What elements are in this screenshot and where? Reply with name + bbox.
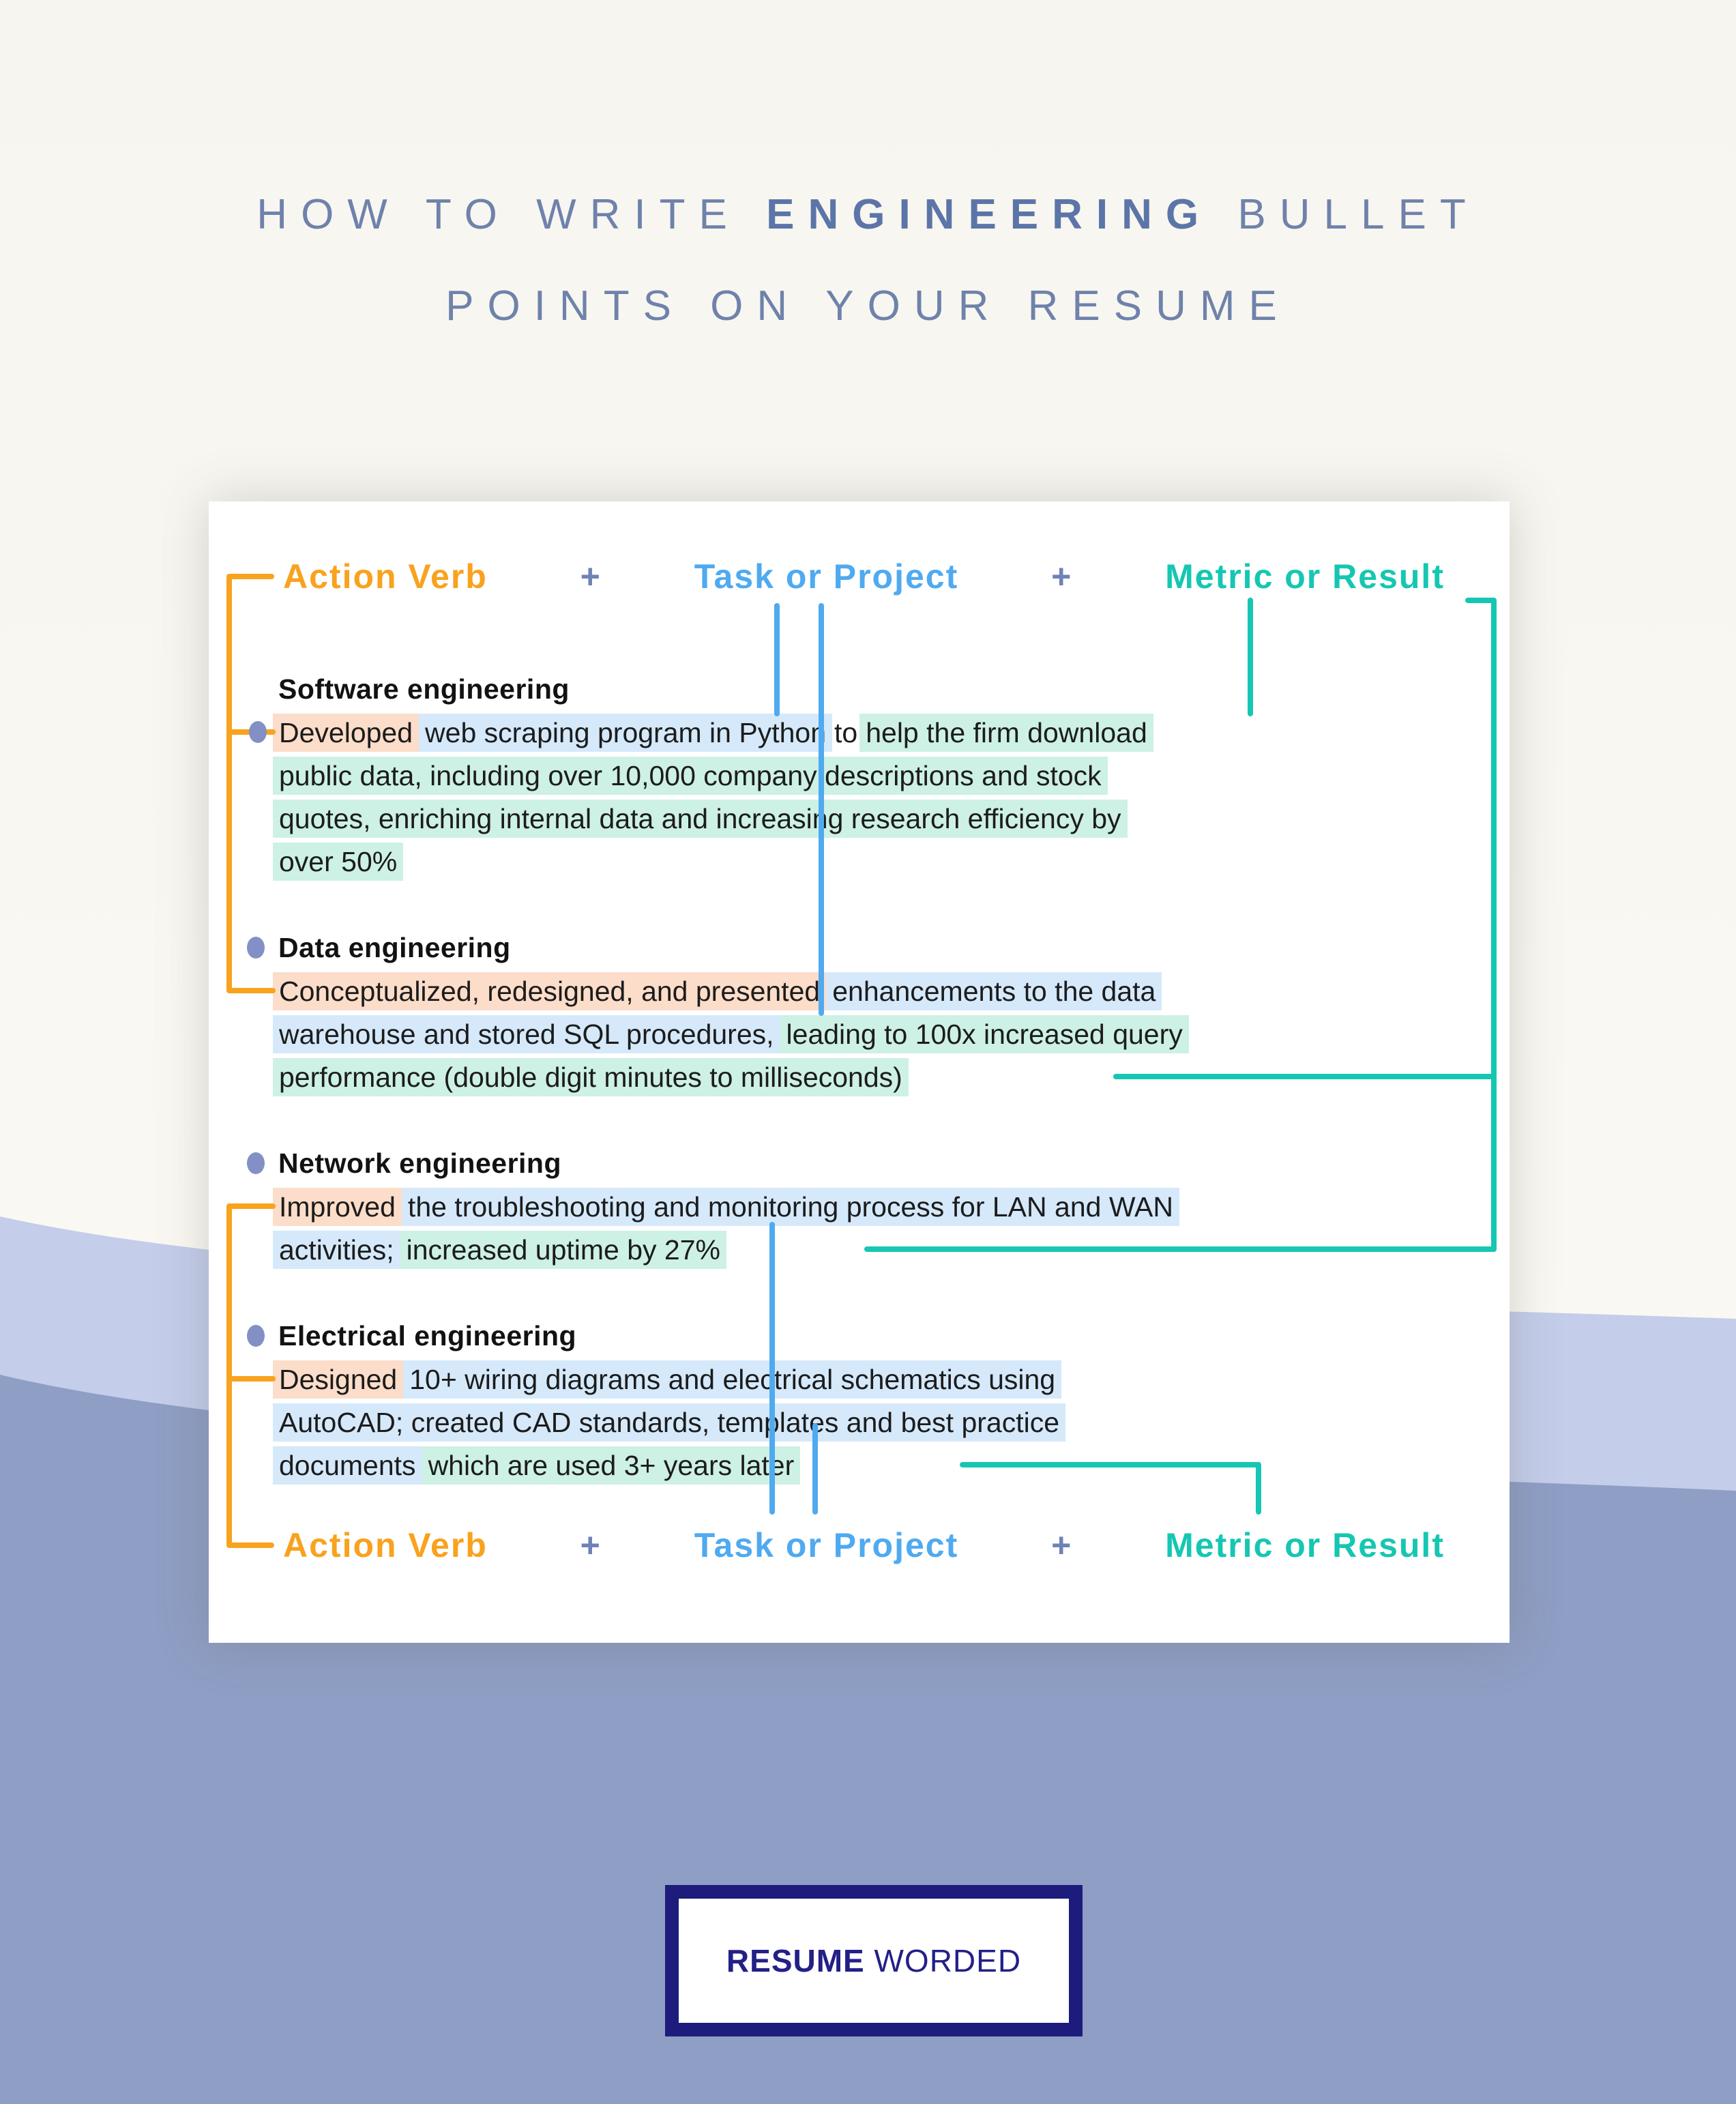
bullet-segment-teal: leading to 100x increased query — [780, 1015, 1189, 1053]
bullet-line — [273, 840, 1494, 883]
logo-text-bold: RESUME — [726, 1943, 865, 1978]
bullet-segment-blue: 10+ wiring diagrams and electrical schematics using — [403, 1360, 1061, 1399]
bullet-segment-blue: the troubleshooting and monitoring process for LAN and WAN — [402, 1188, 1179, 1226]
bullet-line — [273, 797, 1494, 840]
bullet-segment-peach: Designed — [273, 1360, 403, 1399]
bullet-segment-teal: help the firm download — [859, 714, 1153, 752]
resume-bullets-card — [209, 501, 1510, 1643]
bullet-segment-blue: documents — [273, 1446, 422, 1485]
bullet-segment-peach: Improved — [273, 1188, 402, 1226]
bullet-line — [273, 1185, 1494, 1228]
page-title-line2: POINTS ON YOUR RESUME — [445, 282, 1291, 330]
section-software-engineering — [273, 668, 1494, 883]
logo-text-space — [865, 1942, 874, 1979]
title-text: BULLET — [1212, 191, 1480, 238]
page-title-line1 — [0, 169, 1736, 261]
logo-text-regular: WORDED — [874, 1943, 1022, 1978]
section-network-engineering — [273, 1142, 1494, 1271]
bullet-dot-electrical — [247, 1325, 265, 1347]
formula-label-metric-or-result: Metric or Result — [1165, 1526, 1445, 1564]
bullet-line — [273, 1401, 1494, 1444]
title-text: HOW TO WRITE — [256, 191, 767, 238]
bullet-line — [273, 1055, 1494, 1098]
bullet-segment-blue: activities; — [273, 1231, 400, 1269]
formula-label-action-verb: Action Verb — [283, 557, 488, 596]
bullet-segment-blue: warehouse and stored SQL procedures, — [273, 1015, 780, 1053]
bullet-line — [273, 1228, 1494, 1271]
formula-plus: + — [580, 1526, 602, 1564]
bullet-segment-peach: Developed — [273, 714, 419, 752]
bullet-segment-teal: which are used 3+ years later — [422, 1446, 801, 1485]
title-text-bold: ENGINEERING — [766, 191, 1213, 238]
orange-bracket-top — [229, 576, 273, 991]
bullet-segment-teal: quotes, enriching internal data and increasing research efficiency by — [273, 800, 1128, 838]
bullet-line — [273, 1444, 1494, 1487]
formula-label-metric-or-result: Metric or Result — [1165, 557, 1445, 596]
formula-row-bottom — [283, 1526, 1445, 1564]
bullet-sections — [273, 668, 1494, 1487]
formula-label-task-or-project: Task or Project — [694, 1526, 959, 1564]
bullet-segment-peach: Conceptualized, redesigned, and presented — [273, 972, 826, 1010]
bullet-segment-teal: public data, including over 10,000 company descriptions and stock — [273, 757, 1108, 795]
section-heading: Software engineering — [278, 673, 570, 705]
formula-plus: + — [580, 557, 602, 596]
bullet-segment-none: to — [834, 716, 858, 748]
bullet-segment-blue: enhancements to the data — [826, 972, 1162, 1010]
resume-worded-logo — [665, 1885, 1083, 2036]
formula-plus: + — [1051, 557, 1073, 596]
page-title — [0, 169, 1736, 352]
section-heading: Electrical engineering — [278, 1320, 577, 1351]
bullet-segment-teal: increased uptime by 27% — [400, 1231, 726, 1269]
section-heading: Data engineering — [278, 932, 511, 963]
bullet-segment-blue: web scraping program in Python — [419, 714, 832, 752]
bullet-line — [273, 711, 1494, 754]
formula-label-task-or-project: Task or Project — [694, 557, 959, 596]
formula-plus: + — [1051, 1526, 1073, 1564]
bullet-dot-software — [249, 721, 267, 743]
bullet-line — [273, 754, 1494, 797]
orange-bracket-bottom — [229, 1206, 273, 1545]
bullet-dot-data — [247, 937, 265, 959]
formula-label-action-verb: Action Verb — [283, 1526, 488, 1564]
bullet-line — [273, 969, 1494, 1012]
bullet-segment-teal: performance (double digit minutes to milliseconds) — [273, 1058, 909, 1096]
bullet-line — [273, 1012, 1494, 1055]
section-heading: Network engineering — [278, 1148, 562, 1179]
section-data-engineering — [273, 926, 1494, 1098]
bullet-segment-blue: AutoCAD; created CAD standards, templates and best practice — [273, 1403, 1065, 1442]
bullet-dot-network — [247, 1152, 265, 1174]
formula-row-top — [283, 557, 1445, 596]
bullet-line — [273, 1358, 1494, 1401]
bullet-segment-teal: over 50% — [273, 843, 403, 881]
section-electrical-engineering — [273, 1315, 1494, 1487]
